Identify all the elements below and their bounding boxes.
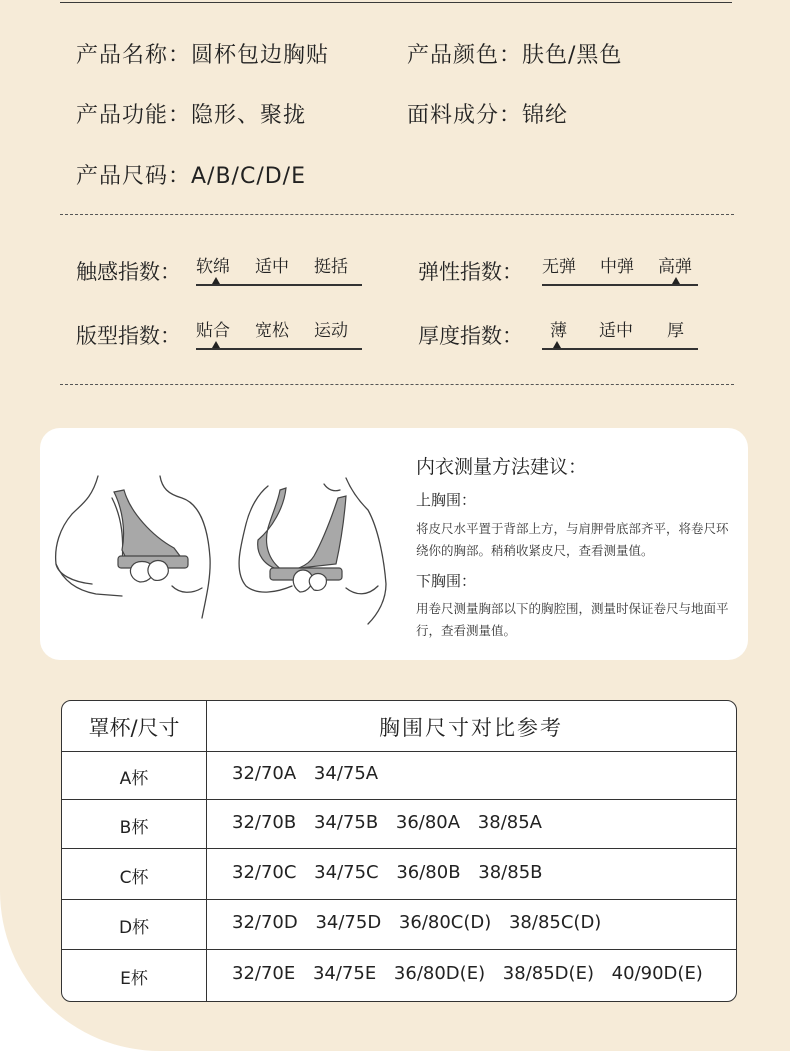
sizes-cell: 32/70B 34/75B 36/80A 38/85A: [232, 812, 542, 833]
size-table: [61, 700, 737, 1002]
top-divider: [60, 2, 732, 3]
scale-option: 薄: [550, 321, 567, 341]
cup-cell: C杯: [119, 868, 149, 888]
upper-bust-title: 上胸围：: [416, 491, 477, 509]
sizes-cell: 32/70D 34/75D 36/80C(D) 38/85C(D): [232, 912, 602, 933]
fit-index-scale: [196, 316, 362, 350]
scale-option: 运动: [314, 321, 348, 341]
scale-line: [542, 348, 698, 350]
table-header-row: [62, 701, 736, 752]
touch-index-label: 触感指数：: [76, 260, 181, 284]
selected-marker-icon: [553, 341, 561, 348]
measurement-title: 内衣测量方法建议：: [416, 456, 588, 478]
elasticity-index-label: 弹性指数：: [418, 260, 523, 284]
scale-line: [542, 284, 698, 286]
touch-index-scale: [196, 252, 362, 286]
dashed-divider-2: [60, 384, 734, 385]
selected-marker-icon: [672, 277, 680, 284]
sizes-cell: 32/70C 34/75C 36/80B 38/85B: [232, 862, 543, 883]
product-function: 产品功能：隐形、聚拢: [76, 103, 307, 128]
sizes-cell: 32/70E 34/75E 36/80D(E) 38/85D(E) 40/90D(E): [232, 963, 703, 984]
thickness-index-label: 厚度指数：: [418, 324, 523, 348]
table-row: [62, 799, 736, 849]
header-sizes: 胸围尺寸对比参考: [379, 716, 563, 740]
scale-option: 高弹: [658, 257, 692, 277]
scale-option: 厚: [667, 321, 684, 341]
back-figure-illustration: [52, 468, 222, 628]
scale-option: 挺括: [314, 257, 348, 277]
scale-option: 贴合: [196, 321, 230, 341]
table-row: [62, 848, 736, 900]
thickness-index-scale: [542, 316, 698, 350]
scale-option: 宽松: [255, 321, 289, 341]
front-figure-illustration: [228, 468, 398, 628]
table-row: [62, 949, 736, 1001]
lower-bust-title: 下胸围：: [416, 572, 477, 590]
scale-option: 适中: [599, 321, 633, 341]
dashed-divider-1: [60, 214, 734, 215]
cup-cell: A杯: [119, 769, 149, 789]
sizes-cell: 32/70A 34/75A: [232, 763, 379, 784]
cup-cell: D杯: [118, 918, 150, 938]
scale-line: [196, 284, 362, 286]
lower-bust-text: 用卷尺测量胸部以下的胸腔围，测量时保证卷尺与地面平行，查看测量值。: [416, 601, 729, 638]
product-fabric: 面料成分：锦纶: [407, 103, 569, 128]
upper-bust-text: 将皮尺水平置于背部上方，与肩胛骨底部齐平，将卷尺环绕你的胸部。稍稍收紧皮尺，查看测量值。: [416, 521, 729, 558]
scale-line: [196, 348, 362, 350]
table-row: [62, 899, 736, 950]
product-size: 产品尺码：A/B/C/D/E: [76, 164, 306, 189]
product-name: 产品名称：圆杯包边胸贴: [76, 43, 330, 68]
scale-option: 无弹: [542, 257, 576, 277]
scale-option: 中弹: [600, 257, 634, 277]
product-color: 产品颜色：肤色/黑色: [407, 43, 623, 68]
scale-option: 适中: [255, 257, 289, 277]
cup-cell: E杯: [120, 969, 148, 989]
table-row: [62, 751, 736, 800]
elasticity-index-scale: [542, 252, 698, 286]
scale-option: 软绵: [196, 257, 230, 277]
fit-index-label: 版型指数：: [76, 324, 181, 348]
header-cup: 罩杯/尺寸: [88, 716, 180, 740]
measurement-card: [40, 428, 748, 660]
selected-marker-icon: [212, 277, 220, 284]
selected-marker-icon: [212, 341, 220, 348]
cup-cell: B杯: [119, 818, 149, 838]
